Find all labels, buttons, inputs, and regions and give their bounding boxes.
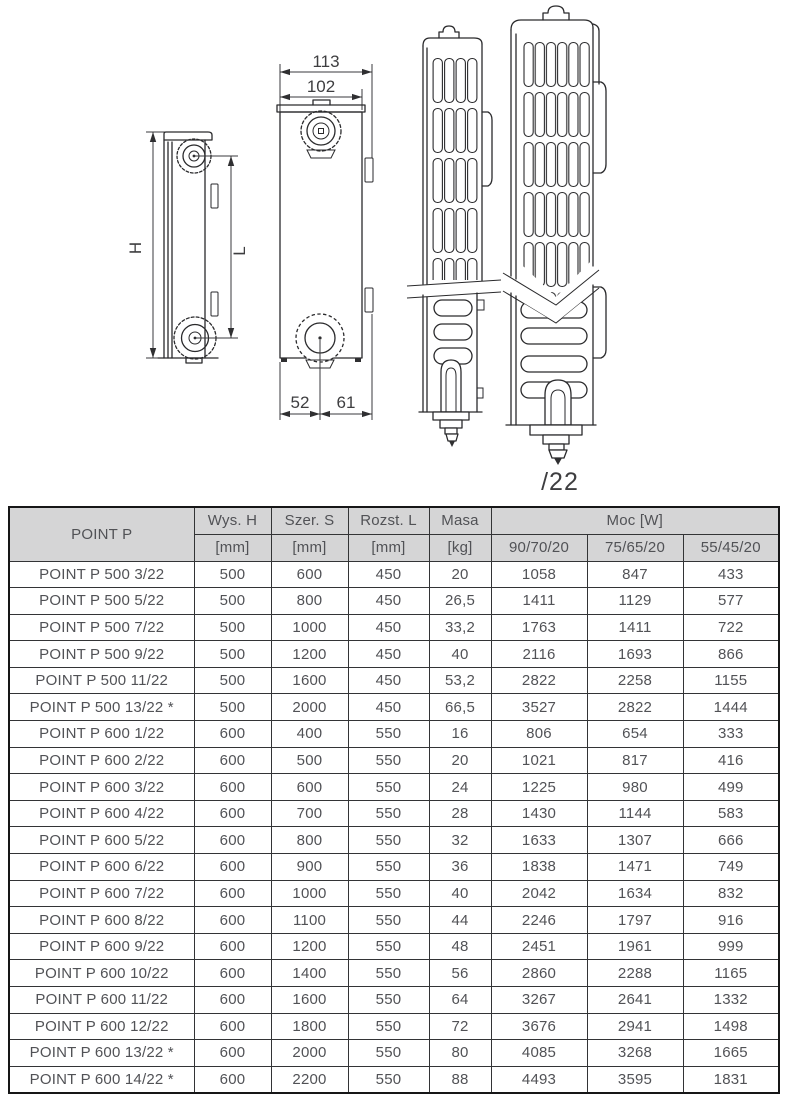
value-cell: 1430: [491, 800, 587, 827]
value-cell: 450: [348, 614, 429, 641]
value-cell: 1144: [587, 800, 683, 827]
value-cell: 1332: [683, 987, 779, 1014]
table-row: [9, 614, 779, 641]
value-cell: 1831: [683, 1066, 779, 1093]
value-cell: 2822: [587, 694, 683, 721]
table-row: [9, 933, 779, 960]
value-cell: 1411: [491, 588, 587, 615]
value-cell: 500: [194, 614, 271, 641]
value-cell: 450: [348, 588, 429, 615]
value-cell: 450: [348, 561, 429, 588]
value-cell: 48: [429, 933, 491, 960]
value-cell: 1000: [271, 614, 348, 641]
model-name-cell: POINT P 500 13/22 *: [9, 694, 194, 721]
value-cell: 2258: [587, 667, 683, 694]
value-cell: 1800: [271, 1013, 348, 1040]
value-cell: 1600: [271, 667, 348, 694]
value-cell: 80: [429, 1040, 491, 1067]
convector-fins: [434, 300, 472, 364]
table-row: [9, 747, 779, 774]
value-cell: 847: [587, 561, 683, 588]
value-cell: 2451: [491, 933, 587, 960]
value-cell: 1155: [683, 667, 779, 694]
value-cell: 1400: [271, 960, 348, 987]
header-unit-mm: [mm]: [194, 534, 271, 561]
value-cell: 1165: [683, 960, 779, 987]
value-cell: 1961: [587, 933, 683, 960]
radiator-section-view-small: [407, 26, 501, 447]
model-name-cell: POINT P 600 13/22 *: [9, 1040, 194, 1067]
table-row: [9, 694, 779, 721]
value-cell: 500: [194, 641, 271, 668]
table-row: [9, 880, 779, 907]
value-cell: 2288: [587, 960, 683, 987]
model-name-cell: POINT P 500 5/22: [9, 588, 194, 615]
model-name-cell: POINT P 600 9/22: [9, 933, 194, 960]
dimension-52-label: 52: [290, 393, 310, 412]
dimension-l: [193, 155, 249, 340]
value-cell: 450: [348, 667, 429, 694]
value-cell: 866: [683, 641, 779, 668]
value-cell: 20: [429, 561, 491, 588]
header-width: Szer. S: [271, 507, 348, 534]
value-cell: 400: [271, 721, 348, 748]
value-cell: 1200: [271, 933, 348, 960]
value-cell: 1444: [683, 694, 779, 721]
value-cell: 600: [194, 1066, 271, 1093]
dimension-102-label: 102: [306, 77, 336, 96]
value-cell: 20: [429, 747, 491, 774]
value-cell: 66,5: [429, 694, 491, 721]
table-row: [9, 667, 779, 694]
value-cell: 916: [683, 907, 779, 934]
header-product: POINT P: [9, 507, 194, 561]
value-cell: 550: [348, 747, 429, 774]
value-cell: 4493: [491, 1066, 587, 1093]
value-cell: 2042: [491, 880, 587, 907]
value-cell: 666: [683, 827, 779, 854]
value-cell: 550: [348, 854, 429, 881]
value-cell: 500: [194, 667, 271, 694]
value-cell: 700: [271, 800, 348, 827]
value-cell: 64: [429, 987, 491, 1014]
value-cell: 832: [683, 880, 779, 907]
value-cell: 56: [429, 960, 491, 987]
value-cell: 3267: [491, 987, 587, 1014]
value-cell: 1498: [683, 1013, 779, 1040]
value-cell: 26,5: [429, 588, 491, 615]
header-power-90: 90/70/20: [491, 534, 587, 561]
value-cell: 550: [348, 933, 429, 960]
model-name-cell: POINT P 600 8/22: [9, 907, 194, 934]
value-cell: 1633: [491, 827, 587, 854]
value-cell: 433: [683, 561, 779, 588]
value-cell: 16: [429, 721, 491, 748]
model-name-cell: POINT P 600 6/22: [9, 854, 194, 881]
value-cell: 416: [683, 747, 779, 774]
value-cell: 40: [429, 880, 491, 907]
value-cell: 1600: [271, 987, 348, 1014]
grille-slots: [523, 40, 590, 297]
model-name-cell: POINT P 500 3/22: [9, 561, 194, 588]
value-cell: 2116: [491, 641, 587, 668]
value-cell: 1307: [587, 827, 683, 854]
value-cell: 500: [271, 747, 348, 774]
model-name-cell: POINT P 600 12/22: [9, 1013, 194, 1040]
bottom-connection: [530, 425, 582, 465]
value-cell: 577: [683, 588, 779, 615]
value-cell: 1665: [683, 1040, 779, 1067]
value-cell: 333: [683, 721, 779, 748]
header-mass: Masa: [429, 507, 491, 534]
radiator-front-view: [277, 52, 373, 420]
value-cell: 600: [194, 1040, 271, 1067]
value-cell: 2860: [491, 960, 587, 987]
value-cell: 32: [429, 827, 491, 854]
radiator-section-view-large: [503, 6, 606, 465]
table-body: [9, 561, 779, 1093]
value-cell: 3676: [491, 1013, 587, 1040]
value-cell: 3527: [491, 694, 587, 721]
model-name-cell: POINT P 500 11/22: [9, 667, 194, 694]
value-cell: 600: [194, 827, 271, 854]
value-cell: 1411: [587, 614, 683, 641]
value-cell: 1129: [587, 588, 683, 615]
value-cell: 44: [429, 907, 491, 934]
value-cell: 600: [194, 747, 271, 774]
value-cell: 1693: [587, 641, 683, 668]
model-name-cell: POINT P 600 1/22: [9, 721, 194, 748]
value-cell: 600: [194, 774, 271, 801]
value-cell: 600: [271, 774, 348, 801]
value-cell: 600: [194, 933, 271, 960]
value-cell: 2641: [587, 987, 683, 1014]
value-cell: 2246: [491, 907, 587, 934]
value-cell: 900: [271, 854, 348, 881]
header-height: Wys. H: [194, 507, 271, 534]
table-row: [9, 854, 779, 881]
model-name-cell: POINT P 600 2/22: [9, 747, 194, 774]
table-row: [9, 721, 779, 748]
value-cell: 2000: [271, 1040, 348, 1067]
table-row: [9, 1013, 779, 1040]
spec-table: [8, 506, 780, 1094]
value-cell: 1021: [491, 747, 587, 774]
value-cell: 600: [194, 960, 271, 987]
table-row: [9, 800, 779, 827]
table-row: [9, 561, 779, 588]
value-cell: 2000: [271, 694, 348, 721]
header-unit-kg: [kg]: [429, 534, 491, 561]
value-cell: 806: [491, 721, 587, 748]
model-name-cell: POINT P 600 14/22 *: [9, 1066, 194, 1093]
value-cell: 88: [429, 1066, 491, 1093]
value-cell: 550: [348, 907, 429, 934]
value-cell: 600: [194, 854, 271, 881]
header-power-75: 75/65/20: [587, 534, 683, 561]
header-spacing: Rozst. L: [348, 507, 429, 534]
value-cell: 500: [194, 588, 271, 615]
dimension-h: [126, 132, 168, 358]
value-cell: 600: [194, 880, 271, 907]
value-cell: 654: [587, 721, 683, 748]
value-cell: 600: [194, 907, 271, 934]
header-unit-mm: [mm]: [348, 534, 429, 561]
value-cell: 500: [194, 694, 271, 721]
value-cell: 1838: [491, 854, 587, 881]
value-cell: 550: [348, 987, 429, 1014]
bottom-connection: [433, 412, 469, 447]
value-cell: 600: [194, 721, 271, 748]
value-cell: 72: [429, 1013, 491, 1040]
value-cell: 999: [683, 933, 779, 960]
header-power-55: 55/45/20: [683, 534, 779, 561]
table-row: [9, 1066, 779, 1093]
value-cell: 1634: [587, 880, 683, 907]
model-name-cell: POINT P 600 5/22: [9, 827, 194, 854]
table-row: [9, 960, 779, 987]
table-row: [9, 774, 779, 801]
dimension-h-label: H: [126, 241, 145, 255]
value-cell: 550: [348, 960, 429, 987]
value-cell: 550: [348, 1040, 429, 1067]
table-row: [9, 827, 779, 854]
header-unit-mm: [mm]: [271, 534, 348, 561]
value-cell: 550: [348, 1013, 429, 1040]
value-cell: 800: [271, 588, 348, 615]
value-cell: 550: [348, 1066, 429, 1093]
value-cell: 4085: [491, 1040, 587, 1067]
value-cell: 2822: [491, 667, 587, 694]
value-cell: 600: [271, 561, 348, 588]
value-cell: 600: [194, 800, 271, 827]
dimension-l-label: L: [230, 246, 249, 256]
value-cell: 980: [587, 774, 683, 801]
value-cell: 1058: [491, 561, 587, 588]
value-cell: 1000: [271, 880, 348, 907]
value-cell: 749: [683, 854, 779, 881]
value-cell: 3595: [587, 1066, 683, 1093]
table-row: [9, 987, 779, 1014]
value-cell: 550: [348, 827, 429, 854]
value-cell: 800: [271, 827, 348, 854]
value-cell: 583: [683, 800, 779, 827]
table-row: [9, 907, 779, 934]
value-cell: 1763: [491, 614, 587, 641]
value-cell: 600: [194, 987, 271, 1014]
type-22-label: /22: [541, 468, 579, 496]
value-cell: 2941: [587, 1013, 683, 1040]
value-cell: 28: [429, 800, 491, 827]
model-name-cell: POINT P 500 9/22: [9, 641, 194, 668]
grille-slots: [432, 56, 478, 280]
model-name-cell: POINT P 600 10/22: [9, 960, 194, 987]
value-cell: 550: [348, 721, 429, 748]
value-cell: 36: [429, 854, 491, 881]
model-name-cell: POINT P 600 3/22: [9, 774, 194, 801]
value-cell: 53,2: [429, 667, 491, 694]
model-name-cell: POINT P 600 4/22: [9, 800, 194, 827]
table-row: [9, 588, 779, 615]
value-cell: 499: [683, 774, 779, 801]
value-cell: 1797: [587, 907, 683, 934]
value-cell: 817: [587, 747, 683, 774]
value-cell: 3268: [587, 1040, 683, 1067]
header-power: Moc [W]: [491, 507, 779, 534]
value-cell: 24: [429, 774, 491, 801]
value-cell: 450: [348, 641, 429, 668]
table-row: [9, 1040, 779, 1067]
value-cell: 550: [348, 800, 429, 827]
model-name-cell: POINT P 500 7/22: [9, 614, 194, 641]
dimension-113-label: 113: [312, 52, 340, 71]
value-cell: 33,2: [429, 614, 491, 641]
table-row: [9, 641, 779, 668]
model-name-cell: POINT P 600 7/22: [9, 880, 194, 907]
value-cell: 1100: [271, 907, 348, 934]
value-cell: 1200: [271, 641, 348, 668]
value-cell: 450: [348, 694, 429, 721]
value-cell: 600: [194, 1013, 271, 1040]
value-cell: 722: [683, 614, 779, 641]
value-cell: 1225: [491, 774, 587, 801]
model-name-cell: POINT P 600 11/22: [9, 987, 194, 1014]
technical-drawing: [0, 0, 786, 502]
value-cell: 550: [348, 880, 429, 907]
value-cell: 40: [429, 641, 491, 668]
value-cell: 1471: [587, 854, 683, 881]
value-cell: 500: [194, 561, 271, 588]
value-cell: 550: [348, 774, 429, 801]
table-header: [9, 507, 779, 561]
dimension-61-label: 61: [336, 393, 356, 412]
radiator-side-view: [126, 132, 249, 363]
value-cell: 2200: [271, 1066, 348, 1093]
top-valve: [301, 111, 341, 158]
